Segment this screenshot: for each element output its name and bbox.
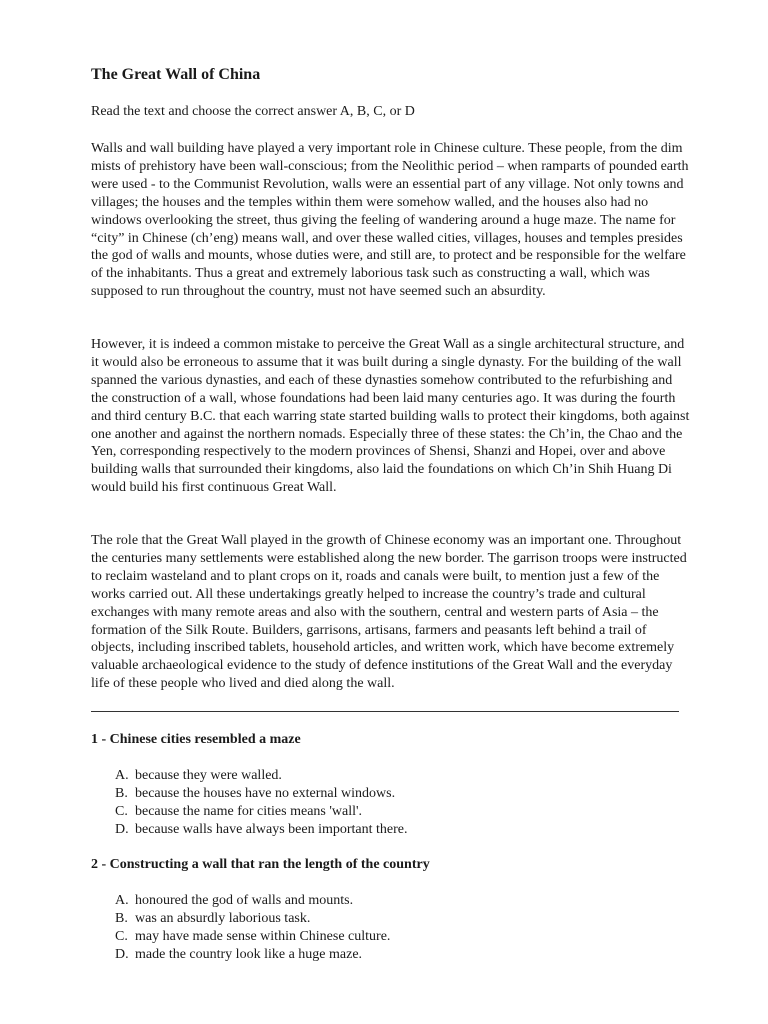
option-b[interactable] — [115, 785, 408, 803]
option-c[interactable] — [115, 803, 408, 821]
option-a[interactable] — [115, 767, 408, 785]
option-letter: A. — [115, 893, 129, 908]
option-letter: C. — [115, 928, 128, 944]
section-divider — [91, 711, 679, 712]
option-letter: C. — [115, 803, 128, 819]
option-c[interactable] — [115, 928, 390, 946]
option-letter: D. — [115, 946, 129, 962]
option-letter: B. — [115, 910, 128, 926]
question-2-options — [115, 892, 390, 964]
paragraph-text: However, it is indeed a common mistake to perceive the Great Wall as a single architectural structure, and it would also be erroneous to assume that it was built during a single dynasty. For the building of the wall spanned the various dynasties, and each of these dynasties somehow contributed to the refurbishing and the construction of a wall, whose foundations had been laid many centuries ago. It was during the fourth and third century B.C. that each warring state started building walls to protect their kingdoms, both against one another and against the northern nomads. Especially three of these states: the Ch’in, the Chao and the Yen, corresponding respectively to the modern provinces of Shensi, Shanzi and Hopei, over and above building walls that surrounded their kingdoms, also laid the foundations on which Ch’in Shih Huang Di would build his first continuous Great Wall. — [91, 337, 690, 496]
option-text: was an absurdly laborious task. — [135, 910, 311, 926]
option-text: honoured the god of walls and mounts. — [135, 893, 354, 908]
option-text: may have made sense within Chinese culture. — [135, 928, 391, 944]
option-text: made the country look like a huge maze. — [135, 946, 363, 962]
option-text: because they were walled. — [135, 768, 282, 783]
document-title: The Great Wall of China — [91, 66, 261, 83]
paragraph-text: Walls and wall building have played a very important role in Chinese culture. These people, from the dim mists of prehistory have been wall-conscious; from the Neolithic period – when ramparts of pounded earth were used - to the Communist Revolution, walls were an essential part of any village. Not only towns and villages; the houses and the temples within them were somehow walled, and the houses also had no windows overlooking the street, thus giving the feeling of wandering around a huge maze. The name for “city” in Chinese (ch’eng) means wall, and over these walled cities, villages, houses and temples presides the god of walls and mounts, whose duties were, and still are, to protect and be responsible for the welfare of the inhabitants. Thus a great and extremely laborious task such as constructing a wall, which was supposed to run throughout the country, must not have seemed such an absurdity. — [91, 141, 689, 300]
option-a[interactable] — [115, 892, 390, 910]
question-1-options — [115, 767, 408, 839]
option-d[interactable] — [115, 946, 390, 964]
question-1-heading: 1 - Chinese cities resembled a maze — [91, 732, 301, 747]
option-letter: D. — [115, 821, 129, 837]
option-b[interactable] — [115, 910, 390, 928]
option-letter: B. — [115, 785, 128, 801]
option-d[interactable] — [115, 821, 408, 839]
passage-paragraph-1 — [91, 140, 691, 319]
question-2-heading: 2 - Constructing a wall that ran the length of the country — [91, 857, 430, 872]
option-text: because the name for cities means 'wall'. — [135, 803, 363, 819]
instruction-text: Read the text and choose the correct answer A, B, C, or D — [91, 104, 415, 119]
passage-paragraph-2 — [91, 336, 691, 515]
passage-paragraph-3 — [91, 532, 691, 711]
option-letter: A. — [115, 768, 129, 783]
option-text: because the houses have no external windows. — [135, 785, 396, 801]
paragraph-text: The role that the Great Wall played in the growth of Chinese economy was an important one. Throughout the centuries many settlements were established along the new border. The garrison troops were instructed to reclaim wasteland and to plant crops on it, roads and canals were built, to mention just a few of the works carried out. All these undertakings greatly helped to increase the country’s trade and cultural exchanges with many remote areas and also with the southern, central and western parts of Asia – the formation of the Silk Route. Builders, garrisons, artisans, farmers and peasants left behind a trail of objects, including inscribed tablets, household articles, and written work, which have become extremely valuable archaeological evidence to the study of defence institutions of the Great Wall and the everyday life of these people who lived and died along the wall. — [91, 533, 687, 692]
option-text: because walls have always been important there. — [135, 821, 408, 837]
